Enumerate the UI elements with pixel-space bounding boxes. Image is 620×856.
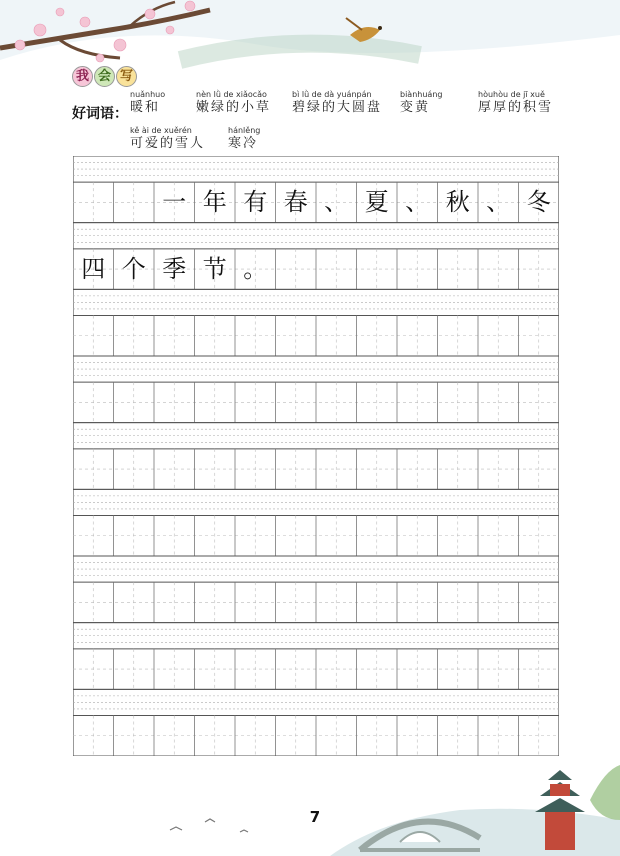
grid-cell[interactable] [519, 649, 560, 690]
grid-cell[interactable]: 有 [243, 188, 268, 217]
grid-cell[interactable] [195, 582, 236, 623]
grid-cell[interactable] [519, 516, 560, 557]
grid-cell[interactable] [114, 182, 155, 223]
grid-cell[interactable]: 、 [405, 188, 430, 217]
grid-cell[interactable] [235, 449, 276, 490]
grid-cell[interactable] [235, 582, 276, 623]
grid-cell[interactable] [519, 382, 560, 423]
grid-cell[interactable] [195, 316, 236, 357]
word-pinyin: biànhuáng [400, 90, 443, 99]
grid-cell[interactable] [154, 649, 195, 690]
grid-cell[interactable] [316, 316, 357, 357]
grid-cell[interactable] [114, 582, 155, 623]
grid-cell[interactable] [276, 316, 317, 357]
word-pinyin: hánlěng [228, 126, 261, 135]
grid-cell[interactable] [316, 449, 357, 490]
word-pinyin: kě ài de xuěrén [130, 126, 192, 135]
grid-cell[interactable]: 、 [324, 188, 349, 217]
grid-cell[interactable] [438, 249, 479, 290]
grid-row [73, 316, 559, 357]
grid-cell[interactable] [73, 516, 114, 557]
badge-char-2: 会 [94, 66, 115, 87]
word-pinyin: nèn lǜ de xiǎocǎo [196, 90, 267, 99]
grid-cell[interactable] [114, 382, 155, 423]
grid-cell[interactable] [519, 249, 560, 290]
grid-cell[interactable]: 节 [202, 254, 227, 283]
grid-cell[interactable] [316, 516, 357, 557]
grid-cell[interactable]: 、 [486, 188, 511, 217]
grid-cell[interactable] [276, 382, 317, 423]
writing-grid [73, 156, 559, 756]
grid-cell[interactable] [519, 316, 560, 357]
grid-cell[interactable] [357, 516, 398, 557]
grid-cell[interactable] [195, 382, 236, 423]
grid-cell[interactable] [397, 582, 438, 623]
grid-cell[interactable] [195, 516, 236, 557]
grid-cell[interactable] [357, 649, 398, 690]
grid-cell[interactable] [397, 249, 438, 290]
word-hanzi: 碧绿的大圆盘 [292, 100, 383, 115]
grid-cell[interactable]: 个 [121, 254, 146, 283]
grid-cell[interactable] [195, 716, 236, 757]
grid-cell[interactable] [276, 582, 317, 623]
grid-row [73, 582, 559, 623]
grid-cell[interactable] [519, 716, 560, 757]
grid-row [73, 516, 559, 557]
word-hanzi: 可爱的雪人 [130, 136, 206, 151]
grid-cell[interactable] [195, 649, 236, 690]
grid-cell[interactable] [276, 516, 317, 557]
grid-cell[interactable] [478, 582, 519, 623]
grid-cell[interactable] [438, 449, 479, 490]
grid-cell[interactable] [478, 716, 519, 757]
grid-row [73, 649, 559, 690]
badge-char-3: 写 [116, 66, 137, 87]
grid-cell[interactable] [438, 516, 479, 557]
grid-cell[interactable] [478, 516, 519, 557]
grid-cell[interactable] [154, 449, 195, 490]
grid-cell[interactable] [114, 516, 155, 557]
grid-cell[interactable] [438, 316, 479, 357]
grid-cell[interactable] [316, 249, 357, 290]
grid-cell[interactable] [235, 382, 276, 423]
grid-cell[interactable] [478, 249, 519, 290]
good-word-item [400, 90, 442, 116]
grid-cell[interactable] [235, 516, 276, 557]
grid-cell[interactable] [397, 649, 438, 690]
grid-cell[interactable]: 夏 [364, 188, 389, 217]
grid-cell[interactable] [114, 449, 155, 490]
good-word-item [196, 90, 271, 116]
grid-cell[interactable] [73, 382, 114, 423]
grid-cell[interactable] [114, 316, 155, 357]
grid-cell[interactable]: 春 [283, 188, 308, 217]
word-hanzi: 变黄 [400, 100, 431, 115]
grid-cell[interactable] [316, 382, 357, 423]
grid-cell[interactable] [397, 382, 438, 423]
word-hanzi: 嫩绿的小草 [196, 100, 272, 115]
grid-cell[interactable] [357, 316, 398, 357]
grid-cell[interactable] [438, 649, 479, 690]
grid-cell[interactable] [478, 449, 519, 490]
grid-cell[interactable] [73, 582, 114, 623]
grid-cell[interactable] [276, 649, 317, 690]
grid-cell[interactable]: 季 [162, 254, 187, 283]
word-hanzi: 暖和 [130, 100, 161, 115]
grid-cell[interactable] [357, 382, 398, 423]
grid-cell[interactable] [438, 582, 479, 623]
grid-cell[interactable]: 一 [162, 188, 187, 217]
grid-cell[interactable] [154, 582, 195, 623]
grid-cell[interactable]: 冬 [526, 188, 551, 217]
grid-row [73, 249, 559, 290]
grid-cell[interactable] [357, 582, 398, 623]
grid-cell[interactable] [438, 382, 479, 423]
good-word-item [228, 126, 260, 152]
word-pinyin: nuǎnhuo [130, 90, 166, 99]
grid-cell[interactable] [276, 249, 317, 290]
page-number: 7 [309, 808, 321, 826]
grid-cell[interactable] [478, 316, 519, 357]
word-pinyin: bì lǜ de dà yuánpán [292, 90, 372, 99]
good-word-item [292, 90, 382, 116]
grid-cell[interactable] [114, 716, 155, 757]
grid-cell[interactable] [357, 449, 398, 490]
good-words-label: 好词语： [72, 106, 128, 122]
grid-cell[interactable] [519, 582, 560, 623]
grid-cell[interactable] [73, 182, 114, 223]
section-badge [72, 66, 137, 86]
grid-cell[interactable] [235, 316, 276, 357]
grid-cell[interactable] [276, 449, 317, 490]
grid-cell[interactable] [195, 449, 236, 490]
grid-cell[interactable] [357, 716, 398, 757]
grid-cell[interactable] [73, 716, 114, 757]
grid-row [73, 716, 559, 757]
grid-cell[interactable] [73, 316, 114, 357]
word-pinyin: hòuhòu de jī xuě [478, 90, 545, 99]
grid-cell[interactable] [114, 649, 155, 690]
grid-cell[interactable]: 秋 [445, 188, 470, 217]
grid-cell[interactable] [154, 316, 195, 357]
grid-cell[interactable] [73, 449, 114, 490]
grid-cell[interactable]: 。 [243, 254, 268, 283]
grid-cell[interactable] [235, 649, 276, 690]
good-word-item [478, 90, 553, 116]
badge-char-1: 我 [72, 66, 93, 87]
grid-cell[interactable] [397, 449, 438, 490]
grid-row [73, 449, 559, 490]
grid-cell[interactable] [276, 716, 317, 757]
grid-cell[interactable] [154, 382, 195, 423]
grid-cell[interactable] [316, 649, 357, 690]
grid-cell[interactable] [397, 316, 438, 357]
grid-cell[interactable] [316, 582, 357, 623]
grid-cell[interactable] [154, 716, 195, 757]
grid-cell[interactable] [478, 649, 519, 690]
grid-row [73, 382, 559, 423]
grid-cell[interactable] [519, 449, 560, 490]
grid-cell[interactable] [235, 716, 276, 757]
grid-row [73, 182, 559, 223]
grid-cell[interactable] [397, 716, 438, 757]
grid-cell[interactable] [73, 649, 114, 690]
word-hanzi: 寒冷 [228, 136, 259, 151]
grid-cell[interactable] [357, 249, 398, 290]
grid-cell[interactable]: 四 [81, 254, 106, 283]
good-word-item [130, 126, 205, 152]
good-word-item [130, 90, 165, 116]
word-hanzi: 厚厚的积雪 [478, 100, 554, 115]
grid-cell[interactable]: 年 [202, 188, 227, 217]
grid-cell[interactable] [154, 516, 195, 557]
grid-cell[interactable] [397, 516, 438, 557]
grid-cell[interactable] [438, 716, 479, 757]
grid-cell[interactable] [478, 382, 519, 423]
grid-cell[interactable] [316, 716, 357, 757]
